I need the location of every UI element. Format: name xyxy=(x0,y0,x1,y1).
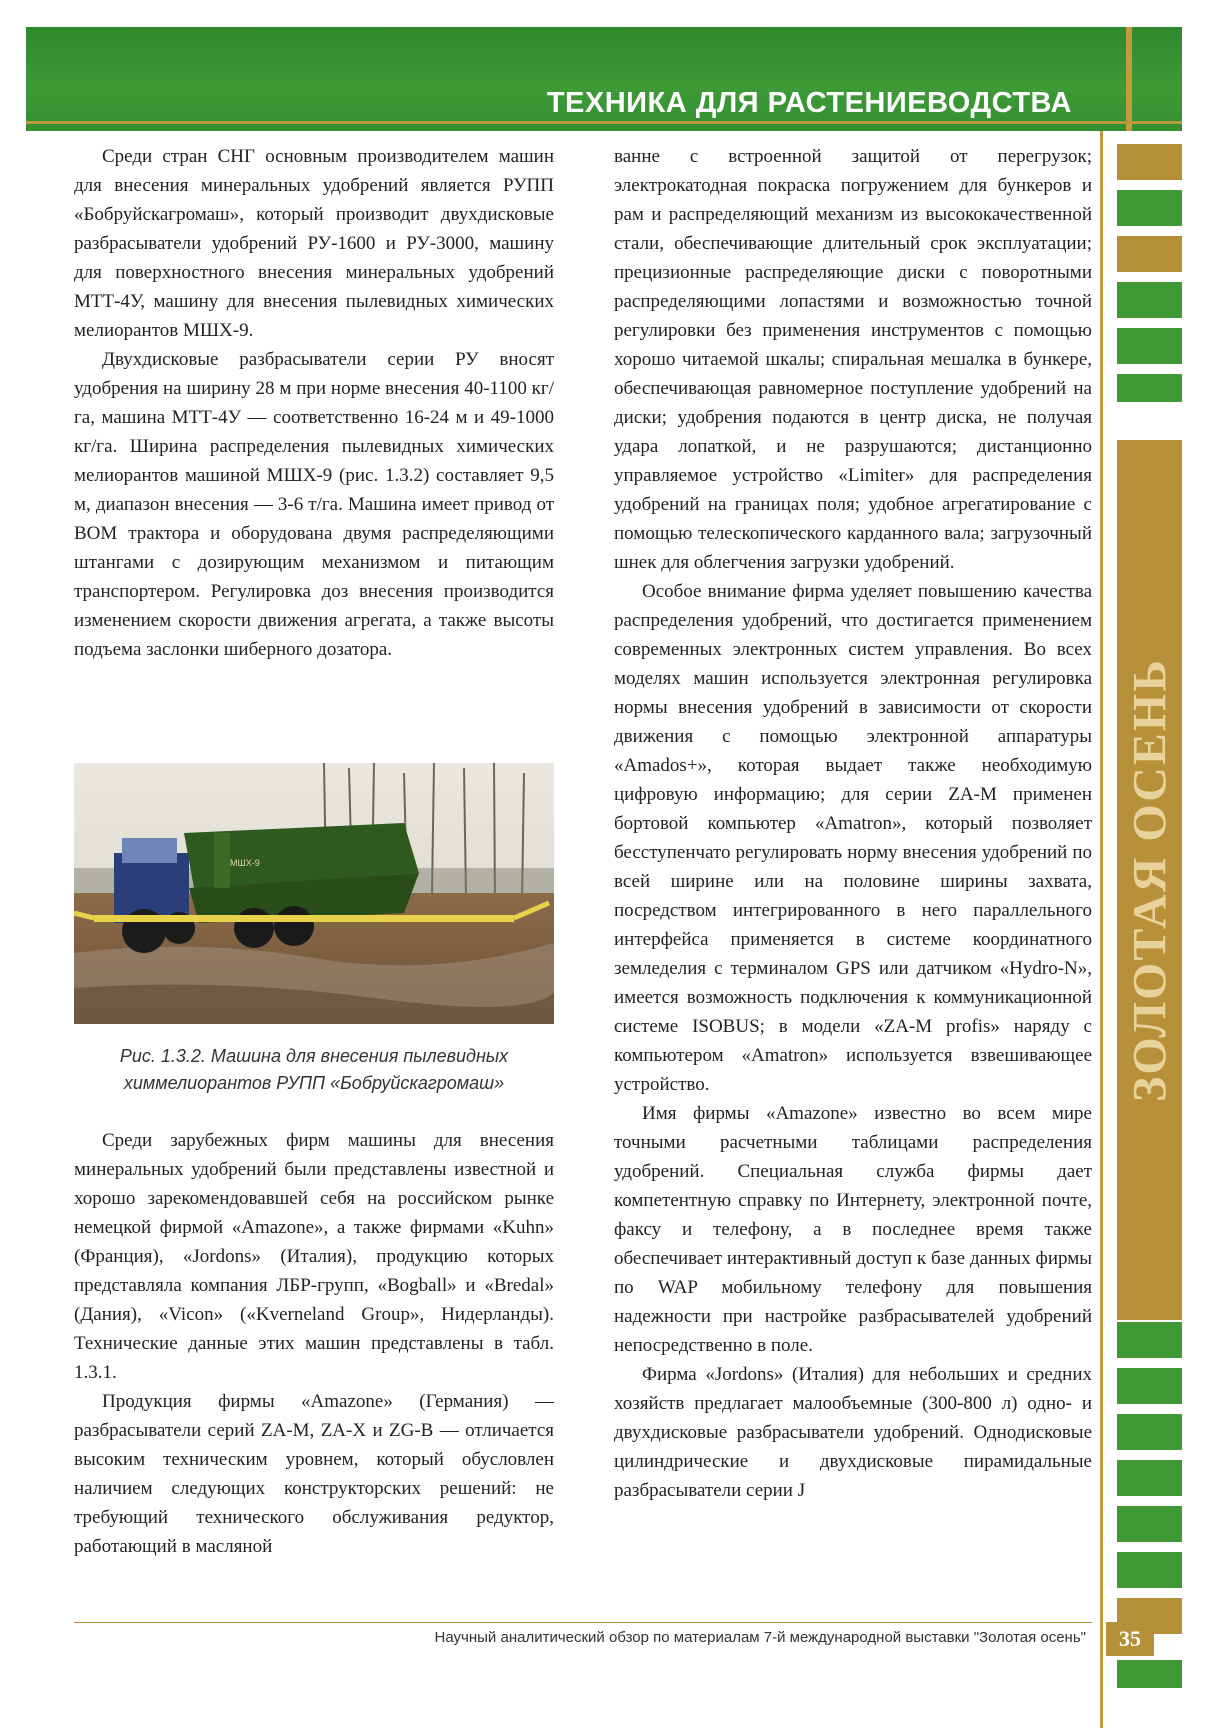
side-block xyxy=(1117,1414,1182,1450)
machine-label: МШХ-9 xyxy=(230,858,260,868)
header-band xyxy=(26,27,1182,131)
side-section-label-text: ЗОЛОТАЯ ОСЕНЬ xyxy=(1123,657,1176,1103)
paragraph: Имя фирмы «Amazone» известно во всем мире точными расчетными таблицами распределения удобрений. Специальная служба фирмы дает компетентную справку по Интернету, электронной почте, факсу и телефону, а в последнее время также обеспечивает интерактивный доступ к базе данных фирмы по WAP мобильному телефону для повышения надежности при настройке разбрасывателей удобрений непосредственно в поле. xyxy=(614,1103,1092,1356)
paragraph: Продукция фирмы «Amazone» (Германия) — разбрасыватели серий ZA-M, ZA-X и ZG-B — отличается высоким техническим уровнем, который обусловлен наличием следующих конструкторских решений: не требующий технического обслуживания редуктор, работающий в масляной xyxy=(74,1391,554,1557)
side-block xyxy=(1117,1368,1182,1404)
machine-photo xyxy=(74,763,554,1024)
paragraph: Среди стран СНГ основным производителем машин для внесения минеральных удобрений является РУПП «Бобруйскагромаш», который производит двухдисковые разбрасыватели удобрений РУ-1600 и РУ-3000, машину для поверхностного внесения минеральных удобрений МТТ-4У, машину для внесения пылевидных химических мелиорантов МШХ-9. xyxy=(74,146,554,341)
header-gold-line xyxy=(26,121,1182,124)
side-block xyxy=(1117,1552,1182,1588)
side-block xyxy=(1117,1460,1182,1496)
side-block xyxy=(1117,236,1182,272)
footer-rule xyxy=(74,1622,1092,1623)
page-section-title: ТЕХНИКА ДЛЯ РАСТЕНИЕВОДСТВА xyxy=(546,87,1072,119)
figure-caption: Рис. 1.3.2. Машина для внесения пылевидных химмелиорантов РУПП «Бобруйскагромаш» xyxy=(119,1046,509,1093)
paragraph: Фирма «Jordons» (Италия) для небольших и средних хозяйств предлагает малообъемные (300-800 л) одно- и двухдисковые разбрасыватели удобрений. Однодисковые цилиндрические и двухдисковые пирамидальные разбрасыватели серии J xyxy=(614,1364,1092,1501)
paragraph: Двухдисковые разбрасыватели серии РУ вносят удобрения на ширину 28 м при норме внесения 40-1100 кг/га, машина МТТ-4У — соответственно 16-24 м и 49-1000 кг/га. Ширина распределения пылевидных химических мелиорантов машиной МШХ-9 (рис. 1.3.2) составляет 9,5 м, диапазон внесения — 3-6 т/га. Машина имеет привод от ВОМ трактора и оборудована двумя распределяющими штангами с дозирующим механизмом и питающим транспортером. Регулировка доз внесения производится изменением скорости движения агрегата, а также высоты подъема заслонки шиберного дозатора. xyxy=(74,349,554,660)
paragraph: ванне с встроенной защитой от перегрузок; электрокатодная покраска погружением для бункеров и рам и распределяющий механизм из высококачественной стали, обеспечивающие длительный срок эксплуатации; прецизионные распределяющие диски с поворотными распределяющими лопастями и возможностью точной регулировки без применения инструментов с помощью хорошо читаемой шкалы; спиральная мешалка в бункере, обеспечивающая равномерное поступление удобрений на диски; удобрения подаются в центр диска, не получая удара лопаткой, и не разрушаются; дистанционно управляемое устройство «Limiter» для распределения удобрений на границах поля; удобное агрегатирование с помощью телескопического карданного вала; загрузочный шнек для облегчения загрузки удобрений. xyxy=(614,146,1092,573)
side-block xyxy=(1117,374,1182,402)
header-gold-stripe xyxy=(1126,27,1132,131)
left-column-text xyxy=(74,142,554,664)
side-block xyxy=(1117,282,1182,318)
side-block xyxy=(1117,1506,1182,1542)
side-section-label xyxy=(1117,440,1182,1320)
side-block xyxy=(1117,1322,1182,1358)
right-column-text xyxy=(614,142,1092,1505)
page-number: 35 xyxy=(1106,1622,1154,1656)
paragraph: Особое внимание фирма уделяет повышению качества распределения удобрений, что достигается применением современных электронных систем управления. Во всех моделях машин используется электронная регулировка нормы внесения удобрений в зависимости от скорости движения с помощью электронной аппаратуры «Amados+», которая выдает также необходимую цифровую информацию; для серии ZA-M применен бортовой компьютер «Amatron», который позволяет бесступенчато регулировать норму внесения удобрений по всей ширине или на половине ширины захвата, посредством интегрированного в него параллельного интерфейса применяется в системе координатного земледелия с терминалом GPS или датчиком «Hydro-N», имеется возможность подключения к коммуникационной системе ISOBUS; в модели «ZA-M profis» наряду с компьютером «Amatron» используется взвешивающее устройство. xyxy=(614,581,1092,1095)
left-column-text-2 xyxy=(74,1126,554,1561)
figure-photo xyxy=(74,763,554,1024)
side-gold-rule xyxy=(1100,131,1103,1728)
side-block xyxy=(1117,144,1182,180)
footer-text: Научный аналитический обзор по материалам 7-й международной выставки "Золотая осень" xyxy=(434,1629,1086,1646)
side-block xyxy=(1117,1660,1182,1688)
side-block xyxy=(1117,190,1182,226)
paragraph: Среди зарубежных фирм машины для внесения минеральных удобрений были представлены известной и хорошо зарекомендовавшей себя на российском рынке немецкой фирмой «Amazone», а также фирмами «Kuhn» (Франция), «Jordons» (Италия), продукцию которых представляла компания ЛБР-групп, «Bogball» и «Bredal» (Дания), «Vicon» («Kverneland Group», Нидерланды). Технические данные этих машин представлены в табл. 1.3.1. xyxy=(74,1130,554,1383)
side-block xyxy=(1117,328,1182,364)
